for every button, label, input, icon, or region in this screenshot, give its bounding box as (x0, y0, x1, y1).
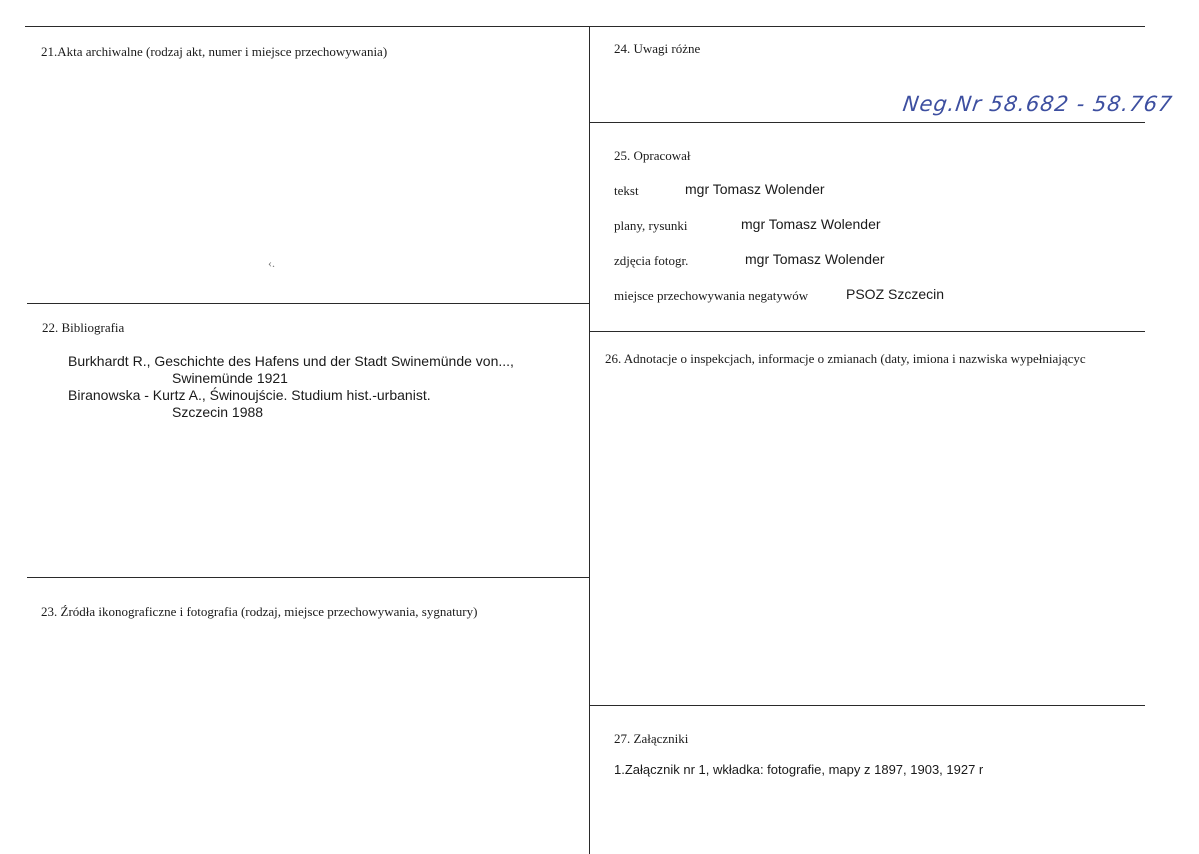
bibliography-entry-1-cont: Swinemünde 1921 (172, 370, 288, 386)
author-row-label: tekst (614, 183, 639, 198)
top-border-line (25, 26, 1145, 27)
handwritten-negative-number: Neg.Nr 58.682 - 58.767 (901, 92, 1175, 116)
section-23-title: 23. Źródła ikonograficzne i fotografia (rodzaj, miejsce przechowywania, sygnatury) (41, 604, 478, 619)
divider-26-27 (590, 705, 1145, 706)
section-21-title: 21.Akta archiwalne (rodzaj akt, numer i miejsce przechowywania) (41, 44, 388, 59)
divider-22-23 (27, 577, 589, 578)
bibliography-entry-2: Biranowska - Kurtz A., Świnoujście. Studium hist.-urbanist. (68, 387, 431, 403)
section-25-title: 25. Opracował (614, 148, 691, 163)
author-row-label: plany, rysunki (614, 218, 688, 233)
attachment-item: 1.Załącznik nr 1, wkładka: fotografie, mapy z 1897, 1903, 1927 r (614, 762, 984, 777)
section-27-title: 27. Załączniki (614, 731, 689, 746)
bibliography-entry-1: Burkhardt R., Geschichte des Hafens und der Stadt Swinemünde von..., (68, 353, 514, 369)
author-row-value: mgr Tomasz Wolender (685, 181, 825, 197)
divider-21-22 (27, 303, 589, 304)
author-row-value: mgr Tomasz Wolender (741, 216, 881, 232)
divider-24-25 (590, 122, 1145, 123)
section-24-title: 24. Uwagi różne (614, 41, 701, 56)
section-22-title: 22. Bibliografia (42, 320, 125, 335)
author-row-value: mgr Tomasz Wolender (745, 251, 885, 267)
author-row-value: PSOZ Szczecin (846, 286, 945, 302)
center-divider (589, 26, 590, 854)
bibliography-entry-2-cont: Szczecin 1988 (172, 404, 264, 420)
divider-25-26 (590, 331, 1145, 332)
author-row-label: zdjęcia fotogr. (614, 253, 689, 268)
scan-speck: ‹. (268, 256, 275, 270)
section-26-title: 26. Adnotacje o inspekcjach, informacje o zmianach (daty, imiona i nazwiska wypełniającyc (605, 351, 1086, 366)
author-row-label: miejsce przechowywania negatywów (614, 288, 809, 303)
